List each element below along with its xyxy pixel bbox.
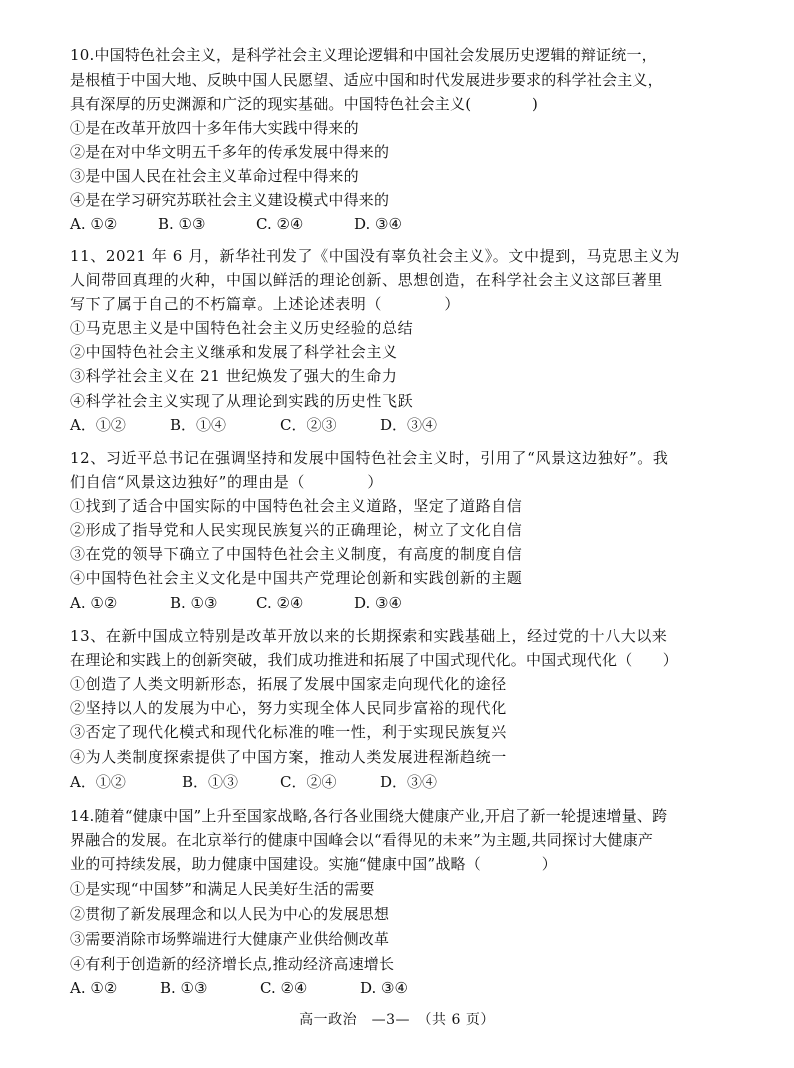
question-text-line: 们自信“风景这边独好”的理由是（ ） <box>70 473 383 491</box>
option-d: D．③④ <box>380 773 438 791</box>
statement-2: ②是在对中华文明五千多年的传承发展中得来的 <box>70 143 390 161</box>
option-a: A. ①② <box>70 215 118 233</box>
option-d: D. ③④ <box>354 594 402 612</box>
statement-2: ②坚持以人的发展为中心，努力实现全体人民同步富裕的现代化 <box>70 699 507 717</box>
option-a: A．①② <box>70 773 126 791</box>
option-b: B. ①③ <box>158 215 206 233</box>
statement-3: ③需要消除市场弊端进行大健康产业供给侧改革 <box>70 930 390 948</box>
option-a: A. ①② <box>70 594 118 612</box>
option-d: D. ③④ <box>354 215 402 233</box>
page-footer: 高一政治 —3— （共 6 页） <box>299 1012 495 1028</box>
question-text-line: 13、在新中国成立特别是改革开放以来的长期探索和实践基础上，经过党的十八大以来 <box>70 627 668 645</box>
statement-3: ③否定了现代化模式和现代化标准的唯一性，利于实现民族复兴 <box>70 723 507 741</box>
option-c: C. ②④ <box>256 594 304 612</box>
option-d: D．③④ <box>380 416 438 434</box>
option-c: C．②③ <box>280 416 337 434</box>
option-b: B. ①③ <box>170 594 218 612</box>
option-b: B. ①③ <box>160 979 208 997</box>
option-c: C. ②④ <box>260 979 308 997</box>
option-c: C．②④ <box>280 773 337 791</box>
statement-4: ④是在学习研究苏联社会主义建设模式中得来的 <box>70 191 390 209</box>
statement-4: ④有利于创造新的经济增长点,推动经济高速增长 <box>70 955 395 973</box>
question-text-line: 10.中国特色社会主义，是科学社会主义理论逻辑和中国社会发展历史逻辑的辩证统一， <box>70 46 657 64</box>
statement-2: ②中国特色社会主义继承和发展了科学社会主义 <box>70 343 398 361</box>
question-text-line: 12、习近平总书记在强调坚持和发展中国特色社会主义时，引用了“风景这边独好”。我 <box>70 449 669 467</box>
statement-4: ④为人类制度探索提供了中国方案，推动人类发展进程渐趋统一 <box>70 748 507 766</box>
statement-1: ①是实现“中国梦”和满足人民美好生活的需要 <box>70 880 375 898</box>
option-a: A．①② <box>70 416 126 434</box>
question-text-line: 14.随着“健康中国”上升至国家战略,各行各业围绕大健康产业,开启了新一轮提速增量、跨 <box>70 807 668 825</box>
question-text-line: 写下了属于自己的不朽篇章。上述论述表明（ ） <box>70 295 461 313</box>
question-text-line: 业的可持续发展，助力健康中国建设。实施“健康中国”战略（ ） <box>70 855 557 873</box>
statement-3: ③科学社会主义在 21 世纪焕发了强大的生命力 <box>70 367 398 385</box>
statement-1: ①创造了人类文明新形态，拓展了发展中国家走向现代化的途径 <box>70 675 507 693</box>
statement-1: ①马克思主义是中国特色社会主义历史经验的总结 <box>70 319 414 337</box>
statement-2: ②形成了指导党和人民实现民族复兴的正确理论，树立了文化自信 <box>70 521 523 539</box>
question-text-line: 11、2021 年 6 月，新华社刊发了《中国没有辜负社会主义》。文中提到，马克思主义为 <box>70 247 681 265</box>
question-text-line: 人间带回真理的火种，中国以鲜活的理论创新、思想创造，在科学社会主义这部巨著里 <box>70 271 663 289</box>
question-text-line: 是根植于中国大地、反映中国人民愿望、适应中国和时代发展进步要求的科学社会主义， <box>70 71 663 89</box>
question-text-line: 具有深厚的历史渊源和广泛的现实基础。中国特色社会主义( ) <box>70 95 539 113</box>
option-b: B．①④ <box>170 416 227 434</box>
statement-1: ①是在改革开放四十多年伟大实践中得来的 <box>70 119 359 137</box>
statement-4: ④中国特色社会主义文化是中国共产党理论创新和实践创新的主题 <box>70 569 523 587</box>
statement-3: ③在党的领导下确立了中国特色社会主义制度，有高度的制度自信 <box>70 545 523 563</box>
question-text-line: 界融合的发展。在北京举行的健康中国峰会以“看得见的未来”为主题,共同探讨大健康产 <box>70 831 654 849</box>
statement-3: ③是中国人民在社会主义革命过程中得来的 <box>70 167 359 185</box>
option-a: A. ①② <box>70 979 118 997</box>
question-text-line: 在理论和实践上的创新突破，我们成功推进和拓展了中国式现代化。中国式现代化（ ） <box>70 651 679 669</box>
statement-4: ④科学社会主义实现了从理论到实践的历史性飞跃 <box>70 392 414 410</box>
statement-1: ①找到了适合中国实际的中国特色社会主义道路，坚定了道路自信 <box>70 497 523 515</box>
statement-2: ②贯彻了新发展理念和以人民为中心的发展思想 <box>70 905 390 923</box>
option-c: C. ②④ <box>256 215 304 233</box>
option-d: D. ③④ <box>360 979 408 997</box>
option-b: B．①③ <box>182 773 239 791</box>
